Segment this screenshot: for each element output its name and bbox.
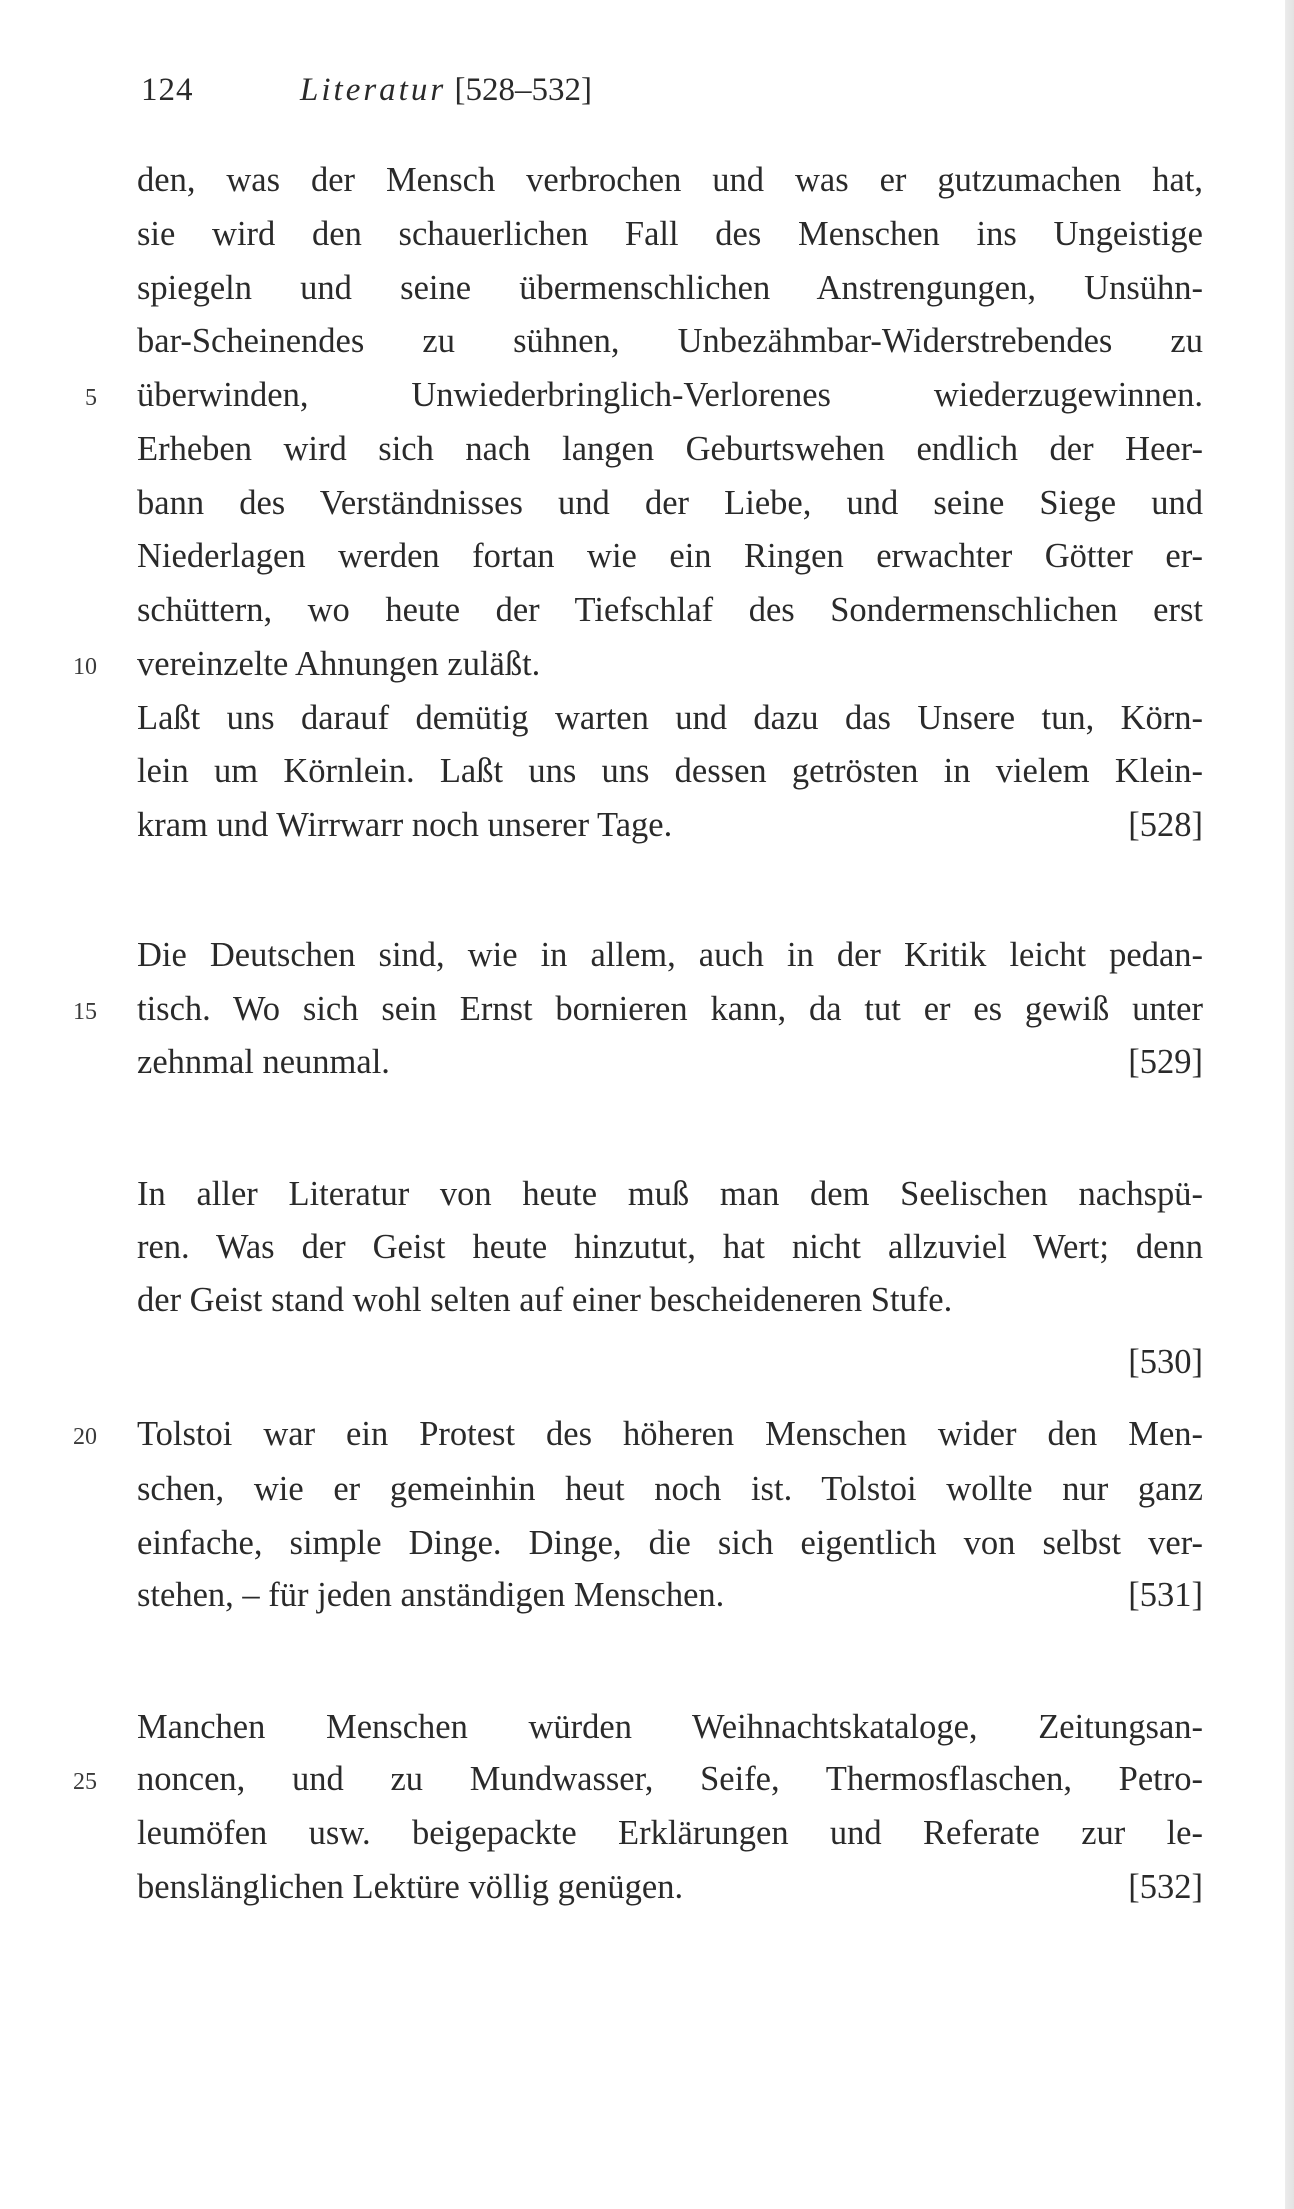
- text-line: Erheben wird sich nach langen Geburtswehen endlich der Heer-: [137, 430, 1203, 468]
- text-line: kram und Wirrwarr noch unserer Tage.: [137, 806, 673, 844]
- entry-reference: [531]: [1128, 1576, 1203, 1614]
- entry-reference: [530]: [1128, 1343, 1203, 1381]
- line-number: 20: [73, 1424, 97, 1450]
- text-line: Niederlagen werden fortan wie ein Ringen erwachter Götter er-: [137, 537, 1203, 575]
- section-range: [528–532]: [454, 72, 592, 108]
- text-line: zehnmal neunmal.: [137, 1043, 390, 1081]
- text-line: tisch. Wo sich sein Ernst bornieren kann, da tut er es gewiß unter: [137, 990, 1203, 1028]
- text-line: der Geist stand wohl selten auf einer bescheideneren Stufe.: [137, 1281, 953, 1319]
- text-line: Laßt uns darauf demütig warten und dazu das Unsere tun, Körn-: [137, 699, 1203, 737]
- text-line: lein um Körnlein. Laßt uns uns dessen getrösten in vielem Klein-: [137, 752, 1203, 790]
- entry-reference: [529]: [1128, 1043, 1203, 1081]
- text-line: bann des Verständnisses und der Liebe, und seine Siege und: [137, 484, 1203, 522]
- text-line: sie wird den schauerlichen Fall des Menschen ins Ungeistige: [137, 215, 1203, 253]
- entry-reference: [532]: [1128, 1868, 1203, 1906]
- line-number: 5: [85, 385, 97, 411]
- text-line: In aller Literatur von heute muß man dem Seelischen nachspü-: [137, 1175, 1203, 1213]
- section-title: Literatur: [300, 72, 447, 108]
- text-line: Manchen Menschen würden Weihnachtskataloge, Zeitungsan-: [137, 1708, 1203, 1746]
- line-number: 10: [73, 654, 97, 680]
- page-edge-shadow: [1285, 0, 1294, 2209]
- line-number: 25: [73, 1769, 97, 1795]
- text-line: leumöfen usw. beigepackte Erklärungen und Referate zur le-: [137, 1814, 1203, 1852]
- text-line: ren. Was der Geist heute hinzutut, hat nicht allzuviel Wert; denn: [137, 1228, 1203, 1266]
- page-number: 124: [141, 72, 194, 108]
- text-line: spiegeln und seine übermenschlichen Anstrengungen, Unsühn-: [137, 269, 1203, 307]
- text-line: Die Deutschen sind, wie in allem, auch in der Kritik leicht pedan-: [137, 936, 1203, 974]
- running-title: [300, 70, 592, 110]
- text-line: noncen, und zu Mundwasser, Seife, Thermosflaschen, Petro-: [137, 1760, 1203, 1798]
- text-line: Tolstoi war ein Protest des höheren Menschen wider den Men-: [137, 1415, 1203, 1453]
- text-line: vereinzelte Ahnungen zuläßt.: [137, 645, 541, 683]
- text-line: einfache, simple Dinge. Dinge, die sich eigentlich von selbst ver-: [137, 1524, 1203, 1562]
- text-line: schüttern, wo heute der Tiefschlaf des Sondermenschlichen erst: [137, 591, 1203, 629]
- text-line: schen, wie er gemeinhin heut noch ist. Tolstoi wollte nur ganz: [137, 1470, 1203, 1508]
- text-line: stehen, – für jeden anständigen Menschen.: [137, 1576, 725, 1614]
- text-line: überwinden, Unwiederbringlich-Verlorenes wiederzugewinnen.: [137, 376, 1203, 414]
- text-line: benslänglichen Lektüre völlig genügen.: [137, 1868, 684, 1906]
- text-line: den, was der Mensch verbrochen und was er gutzumachen hat,: [137, 161, 1203, 199]
- line-number: 15: [73, 999, 97, 1025]
- entry-reference: [528]: [1128, 806, 1203, 844]
- text-line: bar-Scheinendes zu sühnen, Unbezähmbar-Widerstrebendes zu: [137, 322, 1203, 360]
